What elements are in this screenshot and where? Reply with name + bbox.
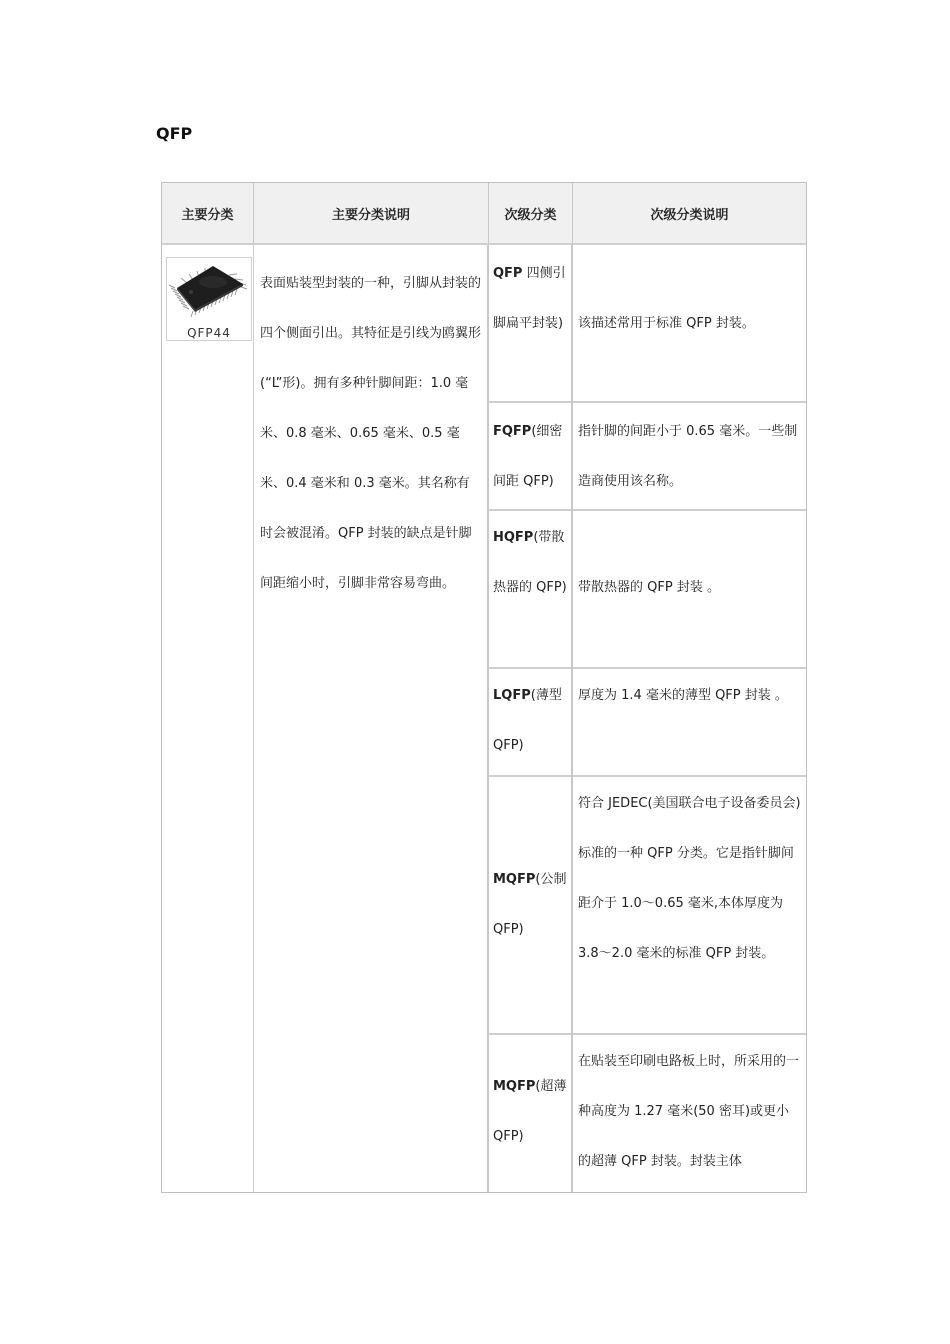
sub-name: 四侧引脚扁平封装) [493,266,566,331]
sub-description-text: 符合 JEDEC(美国联合电子设备委员会)标准的一种 QFP 分类。它是指针脚间距介于 1.0～0.65 毫米,本体厚度为 3.8～2.0 毫米的标准 QFP 封装。 [578,796,801,961]
sub-description-text: 在贴装至印刷电路板上时，所采用的一种高度为 1.27 毫米(50 密耳)或更小的超薄 QFP 封装。封装主体 [578,1054,800,1169]
header-sub-description: 次级分类说明 [573,183,806,245]
table-row [573,777,806,1035]
sub-code: MQFP [493,1079,536,1094]
qfp-table [161,182,807,1193]
sub-category-cell [493,855,569,955]
main-category-cell [162,245,254,1192]
table-row [573,669,806,777]
sub-name: (公制 QFP) [493,872,567,937]
sub-description-text: 带散热器的 QFP 封装 。 [578,580,720,595]
table-row [489,669,571,777]
sub-description-text: 指针脚的间距小于 0.65 毫米。一些制造商使用该名称。 [578,424,798,489]
sub-name: (带散热器的 QFP) [493,530,567,595]
sub-code: MQFP [493,872,536,887]
table-row [573,511,806,669]
table-row [489,403,571,511]
sub-code: LQFP [493,688,531,703]
table-row [489,1035,571,1192]
sub-category-column [489,245,573,1192]
sub-category-cell [493,1062,569,1162]
main-description-cell [254,245,489,1192]
sub-category-cell [493,249,569,349]
header-main-description: 主要分类说明 [254,183,489,245]
table-row [489,245,571,403]
sub-category-cell [493,407,569,507]
chip-label: QFP44 [187,326,231,340]
sub-code: FQFP [493,424,532,439]
sub-name: (超薄 QFP) [493,1079,567,1144]
table-row [573,1035,806,1192]
table-row [573,245,806,403]
sub-category-cell [493,513,569,613]
qfp-chip-image [166,257,252,341]
sub-name: (薄型 QFP) [493,688,562,753]
sub-description-text: 厚度为 1.4 毫米的薄型 QFP 封装 。 [578,688,788,703]
table-row [489,777,571,1035]
sub-description-column [573,245,806,1192]
main-description-text: 表面贴装型封装的一种，引脚从封装的四个侧面引出。其特征是引线为鸥翼形(“L”形)。拥有多种针脚间距：1.0 毫米、0.8 毫米、0.65 毫米、0.5 毫米、0.4 毫米和 0.3 毫米。其名称有时会被混淆。QFP 封装的缺点是针脚间距缩小时，引脚非常容易弯曲。 [260,276,482,591]
sub-code: HQFP [493,530,534,545]
page-title: QFP [156,124,193,143]
sub-name: (细密间距 QFP) [493,424,563,489]
header-main-category: 主要分类 [162,183,254,245]
header-sub-category: 次级分类 [489,183,573,245]
table-row [489,511,571,669]
sub-category-cell [493,671,569,771]
table-row [573,403,806,511]
chip-icon [167,258,251,328]
sub-description-text: 该描述常用于标准 QFP 封装。 [578,316,755,331]
sub-code: QFP [493,266,523,281]
